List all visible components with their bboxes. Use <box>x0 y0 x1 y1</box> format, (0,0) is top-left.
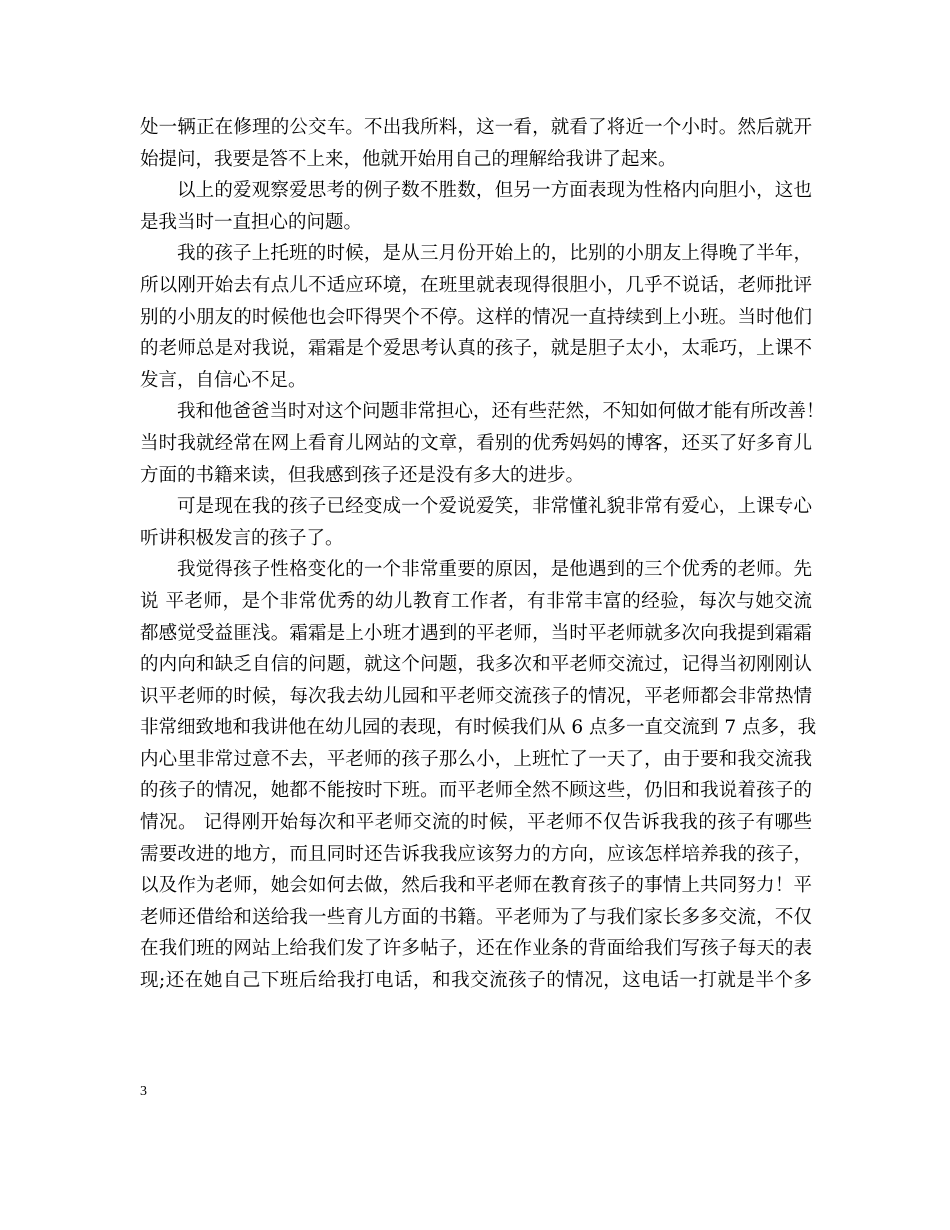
text-line: 别的小朋友的时候他也会吓得哭个不停。这样的情况一直持续到上小班。当时他们 <box>140 306 812 328</box>
text-line: 说 平老师，是个非常优秀的幼儿教育工作者，有非常丰富的经验，每次与她交流 <box>140 590 812 612</box>
text-line: 始提问，我要是答不上来，他就开始用自己的理解给我讲了起来。 <box>140 148 677 170</box>
text-line: 需要改进的地方，而且同时还告诉我我应该努力的方向，应该怎样培养我的孩子， <box>140 843 812 865</box>
text-line: 处一辆正在修理的公交车。不出我所料，这一看，就看了将近一个小时。然后就开 <box>140 117 812 138</box>
text-line: 在我们班的网站上给我们发了许多帖子，还在作业条的背面给我们写孩子每天的表 <box>140 938 812 960</box>
text-line: 内心里非常过意不去，平老师的孩子那么小，上班忙了一天了，由于要和我交流我 <box>140 748 812 770</box>
text-line: 非常细致地和我讲他在幼儿园的表现，有时候我们从 6 点多一直交流到 7 点多，我 <box>140 717 817 739</box>
text-line: 以上的爱观察爱思考的例子数不胜数，但另一方面表现为性格内向胆小，这也 <box>177 180 812 202</box>
text-line: 我和他爸爸当时对这个问题非常担心，还有些茫然，不知如何做才能有所改善！ <box>177 401 825 423</box>
text-line: 当时我就经常在网上看育儿网站的文章，看别的优秀妈妈的博客，还买了好多育儿 <box>140 432 812 454</box>
text-line: 可是现在我的孩子已经变成一个爱说爱笑，非常懂礼貌非常有爱心，上课专心 <box>177 496 812 518</box>
text-line: 情况。 记得刚开始每次和平老师交流的时候，平老师不仅告诉我我的孩子有哪些 <box>140 812 812 834</box>
text-line: 识平老师的时候，每次我去幼儿园和平老师交流孩子的情况，平老师都会非常热情 <box>140 685 812 707</box>
text-line: 我觉得孩子性格变化的一个非常重要的原因，是他遇到的三个优秀的老师。先 <box>177 559 812 581</box>
text-line: 所以刚开始去有点儿不适应环境，在班里就表现得很胆小，几乎不说话，老师批评 <box>140 274 812 296</box>
text-line: 听讲积极发言的孩子了。 <box>140 527 344 549</box>
text-line: 方面的书籍来读，但我感到孩子还是没有多大的进步。 <box>140 464 585 486</box>
text-line: 的老师总是对我说，霜霜是个爱思考认真的孩子，就是胆子太小，太乖巧，上课不 <box>140 338 812 360</box>
text-line: 我的孩子上托班的时候，是从三月份开始上的，比别的小朋友上得晚了半年， <box>177 243 812 265</box>
text-line: 的孩子的情况，她都不能按时下班。而平老师全然不顾这些，仍旧和我说着孩子的 <box>140 780 812 802</box>
text-line: 的内向和缺乏自信的问题，就这个问题，我多次和平老师交流过，记得当初刚刚认 <box>140 654 812 676</box>
document-body <box>140 112 825 997</box>
page-number: 3 <box>140 1084 147 1099</box>
text-line: 老师还借给和送给我一些育儿方面的书籍。平老师为了与我们家长多多交流，不仅 <box>140 906 812 928</box>
text-line: 是我当时一直担心的问题。 <box>140 211 363 233</box>
text-line: 发言，自信心不足。 <box>140 369 307 391</box>
text-line: 都感觉受益匪浅。霜霜是上小班才遇到的平老师，当时平老师就多次向我提到霜霜 <box>140 622 812 644</box>
text-line: 现;还在她自己下班后给我打电话，和我交流孩子的情况，这电话一打就是半个多 <box>140 970 812 992</box>
text-line: 以及作为老师，她会如何去做，然后我和平老师在教育孩子的事情上共同努力！平 <box>140 875 812 897</box>
